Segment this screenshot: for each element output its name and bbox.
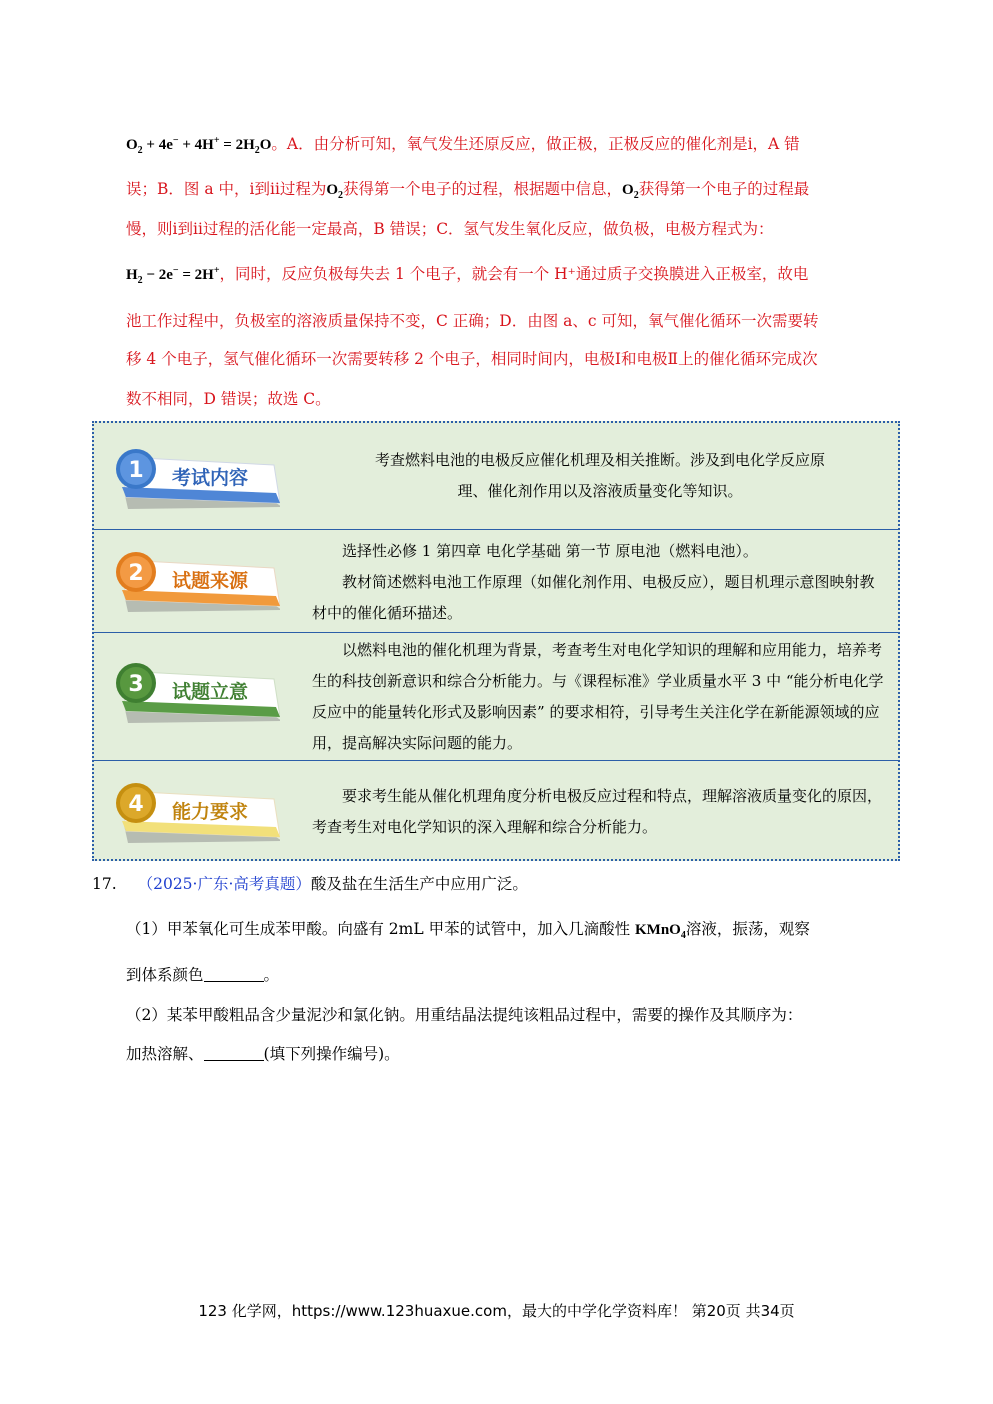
info-row-1	[94, 423, 898, 529]
analysis-line-6: 移 4 个电子，氢气催化循环一次需要转移 2 个电子，相同时间内，电极Ⅰ和电极Ⅱ上的催化循环完成次	[126, 350, 818, 368]
info-row-1-text: 考查燃料电池的电极反应催化机理及相关推断。涉及到电化学反应原 理、催化剂作用以及溶液质量变化等知识。	[374, 451, 825, 500]
answer-blank-2[interactable]	[204, 1045, 264, 1062]
formula-kmno4: KMnO$_4$	[635, 922, 686, 941]
badge-number-2: 2	[128, 561, 144, 586]
question-17-header: 17. （2025·广东·高考真题）酸及盐在生活生产中应用广泛。	[92, 875, 528, 893]
analysis-line-5: 池工作过程中，负极室的溶液质量保持不变，C 正确；D．由图 a、c 可知，氧气催化循环一次需要转	[126, 312, 819, 330]
analysis-line-1: $O_2 + 4e^- + 4H^+ = 2H_2O$。A．由分析可知，氧气发生还原反应，做正极，正极反应的催化剂是ⅰ，A 错	[126, 135, 800, 156]
badge-ability-requirement	[110, 781, 280, 843]
exam-analysis-box	[92, 421, 900, 861]
info-row-2-text: 选择性必修 1 第四章 电化学基础 第一节 原电池（燃料电池）。 教材简述燃料电池工作原理（如催化剂作用、电极反应），题目机理示意图映射教材中的催化循环描述。	[312, 542, 875, 622]
badge-question-source	[110, 550, 280, 612]
badge-label-4: 能力要求	[171, 801, 249, 823]
badge-number-1: 1	[128, 458, 144, 483]
badge-label-3: 试题立意	[171, 681, 249, 703]
equation-o2-reduction: $O_2 + 4e^- + 4H^+ = 2H_2O$	[126, 135, 272, 156]
info-row-4	[94, 760, 898, 861]
info-row-4-text: 要求考生能从催化机理角度分析电极反应过程和特点，理解溶液质量变化的原因，考查考生对电化学知识的深入理解和综合分析能力。	[312, 787, 883, 836]
analysis-line-4: $H_2 - 2e^- = 2H^+$，同时，反应负极每失去 1 个电子，就会有一个 H⁺通过质子交换膜进入正极室，故电	[126, 265, 809, 286]
info-row-2	[94, 529, 898, 632]
badge-number-4: 4	[128, 792, 144, 817]
question-17-part-1: （1）甲苯氧化可生成苯甲酸。向盛有 2mL 甲苯的试管中，加入几滴酸性 KMnO$_4$溶液，振荡，观察	[126, 920, 810, 941]
analysis-line-2: 误；B．图 a 中，ⅰ到ⅱ过程为$O_2$获得第一个电子的过程，根据题中信息，$O_2$获得第一个电子的过程最	[126, 180, 810, 201]
answer-blank-1[interactable]	[204, 966, 264, 983]
analysis-line-7: 数不相同，D 错误；故选 C。	[126, 390, 331, 408]
question-17-part-1-line-2: 到体系颜色 。	[126, 966, 280, 984]
question-17-part-2-line-2: 加热溶解、 (填下列操作编号)。	[126, 1045, 400, 1063]
question-source-tag: （2025·广东·高考真题）	[137, 875, 311, 893]
badge-label-1: 考试内容	[171, 467, 249, 489]
badge-label-2: 试题来源	[171, 570, 249, 592]
question-17-part-2: （2）某苯甲酸粗品含少量泥沙和氯化钠。用重结晶法提纯该粗品过程中，需要的操作及其顺序为：	[126, 1006, 803, 1024]
badge-number-3: 3	[128, 672, 144, 697]
info-row-3	[94, 632, 898, 760]
analysis-line-3: 慢，则ⅰ到ⅱ过程的活化能一定最高，B 错误；C．氢气发生氧化反应，做负极，电极方程式为：	[126, 220, 774, 238]
badge-question-intent	[110, 661, 280, 723]
page-footer: 123 化学网，https://www.123huaxue.com，最大的中学化学资料库！ 第20页 共34页	[198, 1302, 795, 1320]
badge-exam-content	[110, 447, 280, 509]
equation-h2-oxidation: $H_2 - 2e^- = 2H^+$	[126, 265, 220, 286]
info-row-3-text: 以燃料电池的催化机理为背景，考查考生对电化学知识的理解和应用能力，培养考生的科技创新意识和综合分析能力。与《课程标准》学业质量水平 3 中 “能分析电化学反应中的能量转化形式及影响因素” 的要求相符，引导考生关注化学在新能源领域的应用，提高解决实际问题的能力。	[312, 641, 884, 752]
